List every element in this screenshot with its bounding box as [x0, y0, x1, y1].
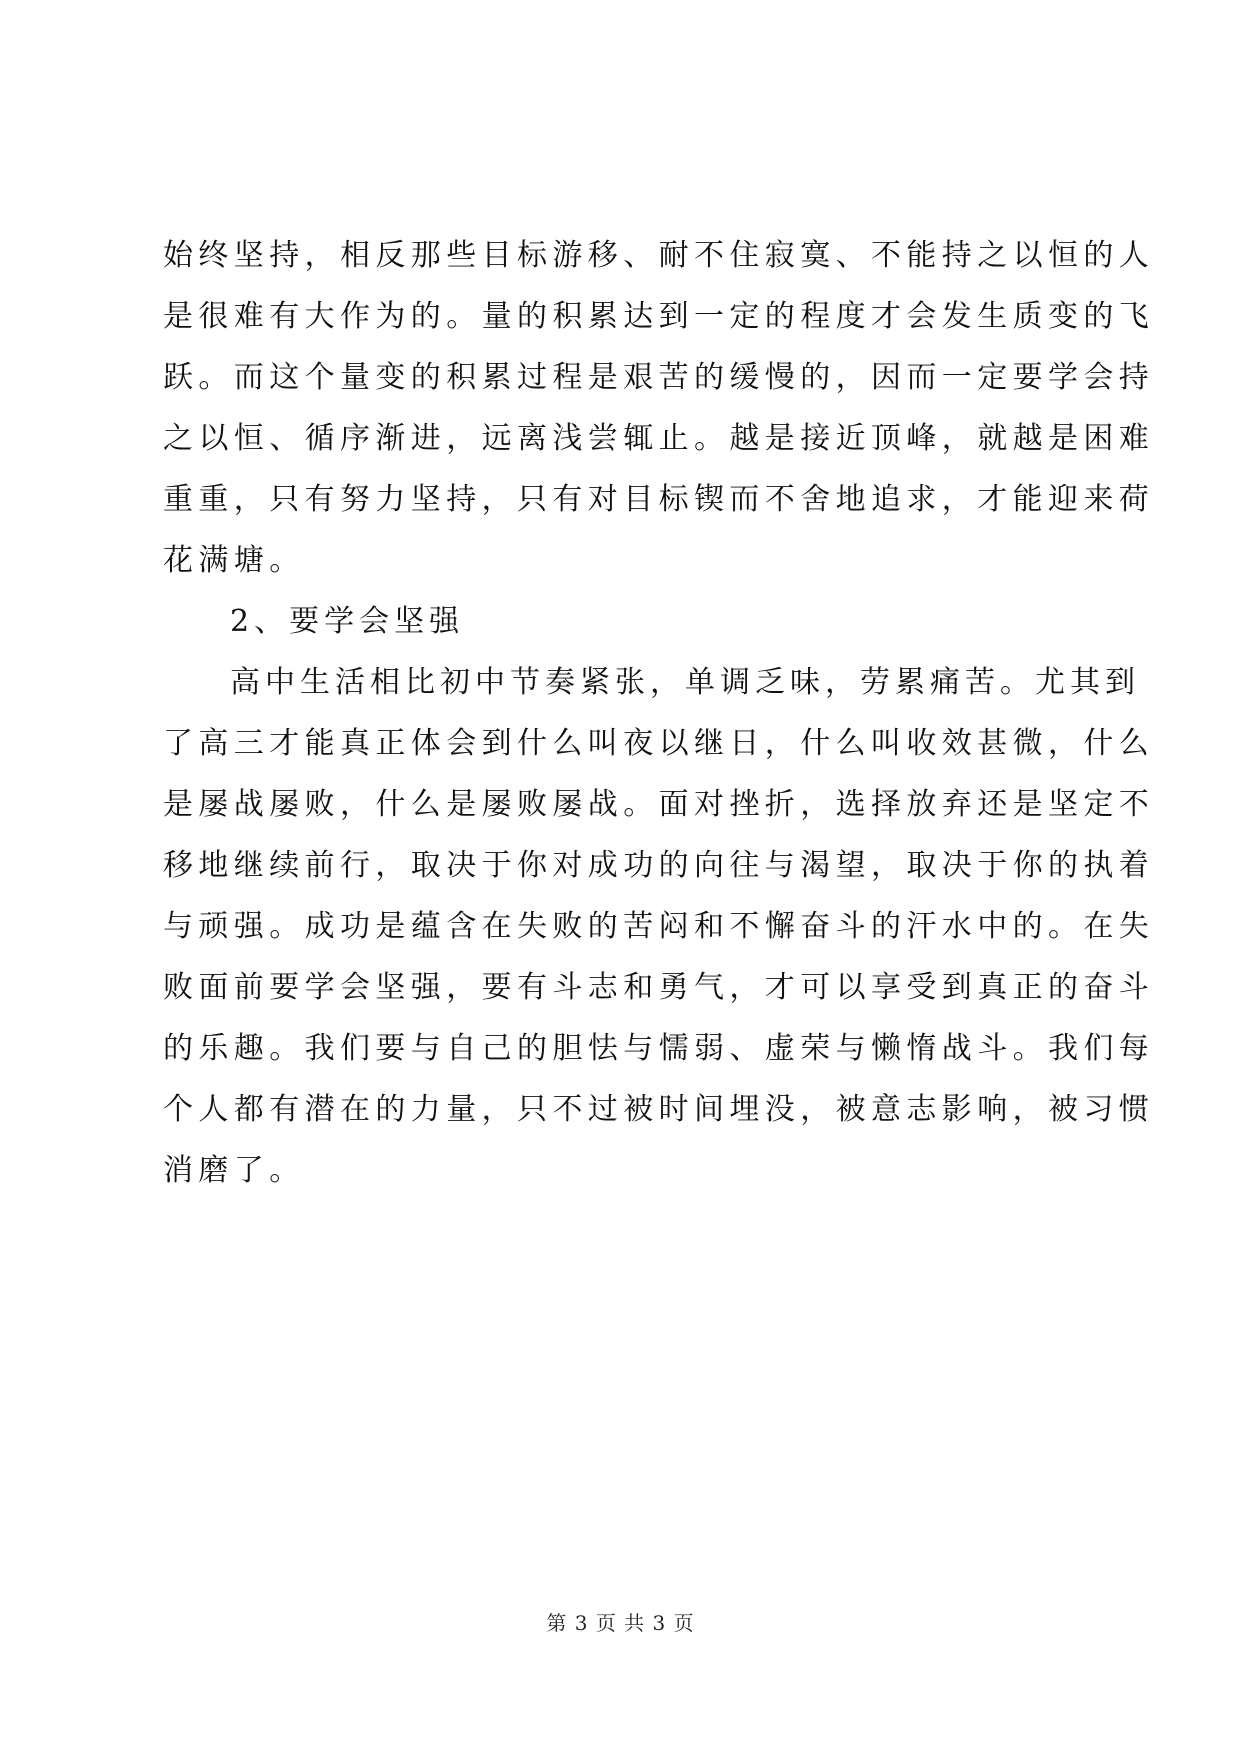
section-heading: 2、要学会坚强	[230, 604, 465, 639]
text-line: 个人都有潜在的力量，只不过被时间埋没，被意志影响，被习惯	[163, 1092, 1155, 1127]
text-line: 跃。而这个量变的积累过程是艰苦的缓慢的，因而一定要学会持	[163, 360, 1155, 395]
text-line: 重重，只有努力坚持，只有对目标锲而不舍地追求，才能迎来荷	[163, 482, 1155, 517]
text-line: 了高三才能真正体会到什么叫夜以继日，什么叫收效甚微，什么	[163, 726, 1155, 761]
text-line: 始终坚持，相反那些目标游移、耐不住寂寞、不能持之以恒的人	[163, 238, 1155, 273]
text-line: 与顽强。成功是蕴含在失败的苦闷和不懈奋斗的汗水中的。在失	[163, 909, 1155, 944]
text-line: 高中生活相比初中节奏紧张，单调乏味，劳累痛苦。尤其到	[230, 665, 1140, 700]
text-line: 之以恒、循序渐进，远离浅尝辄止。越是接近顶峰，就越是困难	[163, 421, 1155, 456]
text-line: 是屡战屡败，什么是屡败屡战。面对挫折，选择放弃还是坚定不	[163, 787, 1155, 822]
page-number-footer: 第 3 页 共 3 页	[546, 1611, 695, 1635]
text-line: 消磨了。	[163, 1153, 305, 1188]
text-line: 败面前要学会坚强，要有斗志和勇气，才可以享受到真正的奋斗	[163, 970, 1155, 1005]
text-line: 是很难有大作为的。量的积累达到一定的程度才会发生质变的飞	[163, 299, 1155, 334]
text-line: 移地继续前行，取决于你对成功的向往与渴望，取决于你的执着	[163, 848, 1155, 883]
text-line: 的乐趣。我们要与自己的胆怯与懦弱、虚荣与懒惰战斗。我们每	[163, 1031, 1155, 1066]
text-line: 花满塘。	[163, 543, 305, 578]
